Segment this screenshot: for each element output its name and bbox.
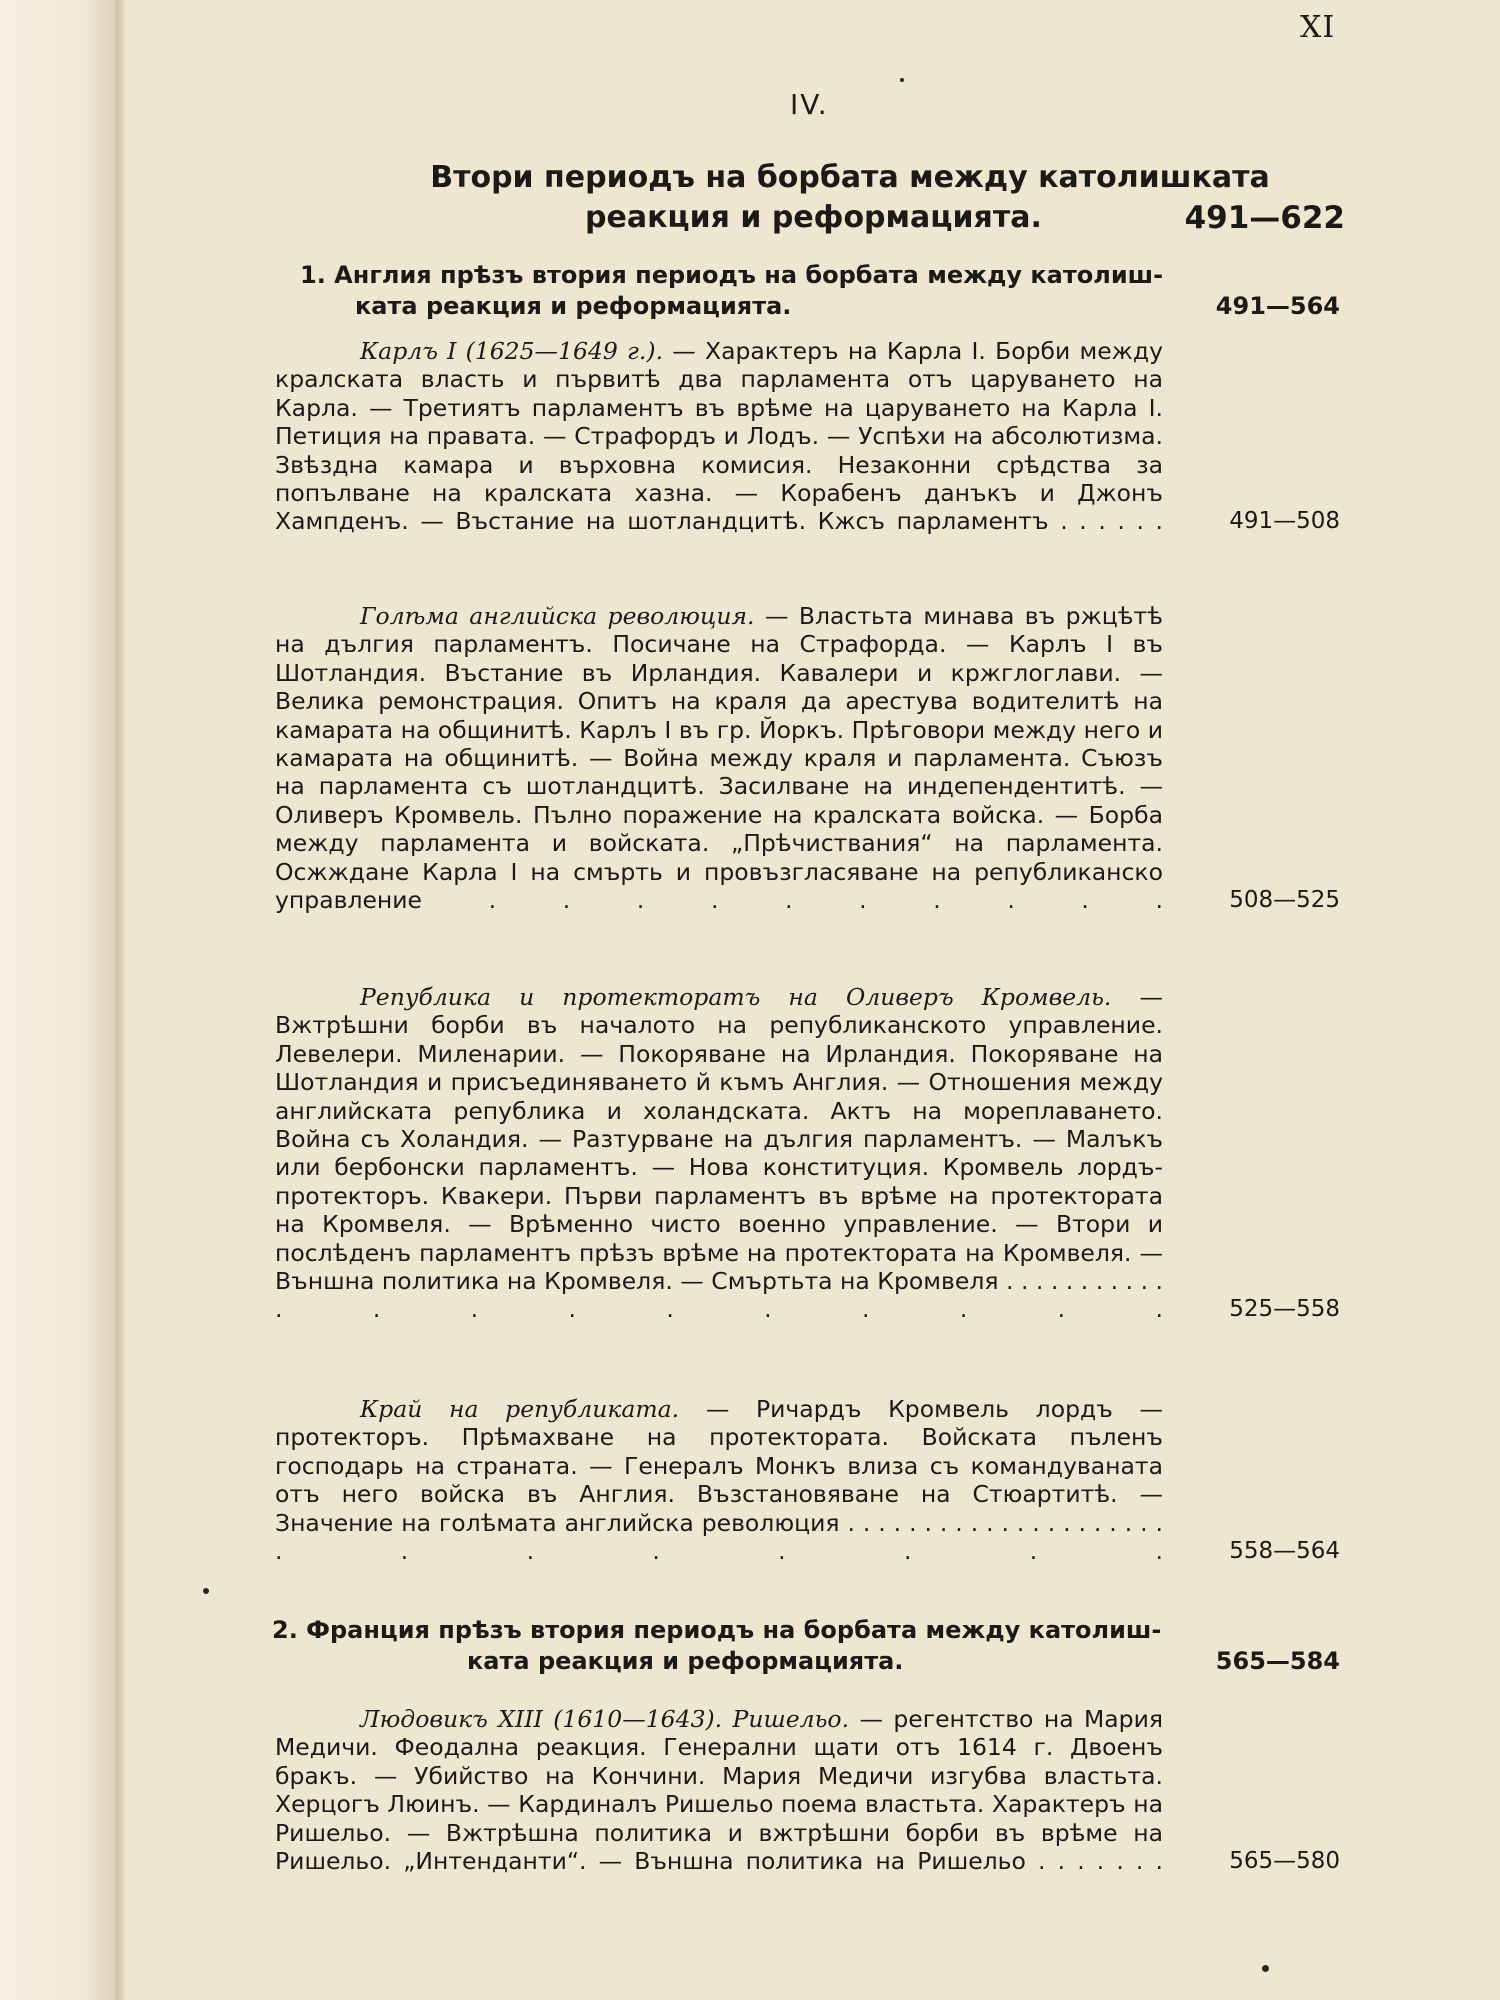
- section-heading-line-1: 2. Франция прѣзъ втория периодъ на борбата между католиш-: [272, 1616, 1162, 1644]
- ink-spot: [203, 1588, 209, 1594]
- section-page-range: 491—564: [1215, 292, 1340, 320]
- section-heading: [300, 260, 1340, 322]
- entry-page-range: 508—525: [1229, 887, 1340, 914]
- entry-lead: Карлъ I (1625—1649 г.).: [360, 337, 664, 365]
- entry-text: — Властьта минава въ ржцѣтѣ на дългия парламентъ. Посичане на Страфорда. — Карлъ I въ Шотландия. Въстание въ Ирландия. Кавалери и кржглоглави. — Велика ремонстрация. Опитъ на краля да арестува водителитѣ на камарата на общинитѣ. Карлъ I въ гр. Йоркъ. Прѣговори между него и камарата на общинитѣ. — Война между краля и парламента. Съюзъ на парламента съ шотландцитѣ. Засилване на индепендентитѣ. — Оливеръ Кромвель. Пълно поражение на кралската войска. — Борба между парламента и войската. „Прѣчиствания“ на парламента. Осжждане Карла I на смърть и провъзгласяване на републиканско управление: [275, 602, 1164, 915]
- entry-text: — регентство на Мария Медичи. Феодална реакция. Генерални щати отъ 1614 г. Двоенъ бракъ. — Убийство на Кончини. Мария Медичи изгубва властьта. Херцогъ Люинъ. — Кардиналъ Ришельо поема властьта. Характеръ на Ришельо. — Вжтрѣшна политика и вжтрѣшни борби въ врѣме на Ришельо. „Интенданти“. — Външна политика на Ришельо: [275, 1705, 1163, 1876]
- ink-spot: [900, 78, 904, 82]
- section-heading: [272, 1615, 1340, 1677]
- entry-leader-dots: . . . . . . . . . . . . . . . . . . . . . . . . . . . . .: [275, 1508, 1163, 1566]
- entry-text: — Вжтрѣшни борби въ началото на републиканското управление. Левелери. Миленарии. — Покоряване на Ирландия. Покоряване на Шотландия и присъединяването й къмъ Англия. — Отношения между английската република и холандската. Актъ на мореплаването. Война съ Холандия. — Разтурване на дългия парламентъ. — Малъкъ или бербонски парламентъ. — Нова конституция. Кромвель лордъ-протекторъ. Квакери. Първи парламентъ въ врѣме на протектората на Кромвеля. — Врѣменно чисто военно управление. — Втори и послѣденъ парламентъ прѣзъ врѣме на протектората на Кромвеля. — Външна политика на Кромвеля. — Смъртьта на Кромвеля: [275, 983, 1163, 1296]
- part-number: IV.: [790, 88, 829, 121]
- entry-page-range: 525—558: [1229, 1296, 1340, 1323]
- entry-lead: Людовикъ XIII (1610—1643). Ришельо.: [360, 1705, 850, 1733]
- section-heading-line-2: ката реакция и реформацията.: [355, 292, 792, 320]
- entry-page-range: 558—564: [1229, 1538, 1340, 1565]
- part-title: [335, 158, 1345, 238]
- entry-leader-dots: . . . . . .: [1060, 507, 1163, 536]
- entry-leader-dots: . . . . . . .: [1038, 1847, 1163, 1876]
- entry-lead: Голѣма английска революция.: [360, 602, 755, 630]
- toc-entry: [275, 1705, 1340, 1875]
- section-page-range: 565—584: [1215, 1647, 1340, 1675]
- toc-entry: [275, 983, 1340, 1324]
- part-title-line-1: Втори периодъ на борбата между католишката: [430, 160, 1270, 195]
- section-heading-line-1: 1. Англия прѣзъ втория периодъ на борбата между католиш-: [300, 261, 1164, 289]
- entry-lead: Край на републиката.: [360, 1395, 680, 1423]
- toc-entry: [275, 1395, 1340, 1565]
- section-heading-line-2: ката реакция и реформацията.: [467, 1647, 904, 1675]
- entry-leader-dots: . . . . . . . . . . . . . . . . . . . . .: [275, 1267, 1164, 1324]
- part-page-range: 491—622: [1184, 200, 1345, 236]
- page-number: XI: [1300, 10, 1336, 45]
- toc-entry: [275, 602, 1340, 914]
- entry-text: — Характеръ на Карла I. Борби между кралската власть и първитѣ два парламента отъ царуването на Карла. — Третиятъ парламентъ въ врѣме на царуването на Карла I. Петиция на правата. — Страфордъ и Лодъ. — Успѣхи на абсолютизма. Звѣздна камара и върховна комисия. Незаконни срѣдства за попълване на кралската хазна. — Корабенъ данъкъ и Джонъ Хампденъ. — Въстание на шотландцитѣ. Кжсъ парламентъ: [275, 337, 1163, 536]
- entry-page-range: 565—580: [1229, 1848, 1340, 1875]
- part-title-line-2: реакция и реформацията.: [585, 200, 1042, 235]
- ink-spot: [1262, 1965, 1269, 1972]
- entry-page-range: 491—508: [1229, 508, 1340, 535]
- entry-text: — Ричардъ Кромвель лордъ — протекторъ. Прѣмахване на протектората. Войската пъленъ господарь на страната. — Генералъ Монкъ влиза съ командуваната отъ него войска въ Англия. Възстановяване на Стюартитѣ. — Значение на голѣмата английска революция: [275, 1395, 1163, 1537]
- entry-lead: Република и протекторатъ на Оливеръ Кромвель.: [360, 983, 1112, 1011]
- entry-leader-dots: . . . . . . . . . .: [488, 886, 1163, 915]
- toc-entry: [275, 337, 1340, 536]
